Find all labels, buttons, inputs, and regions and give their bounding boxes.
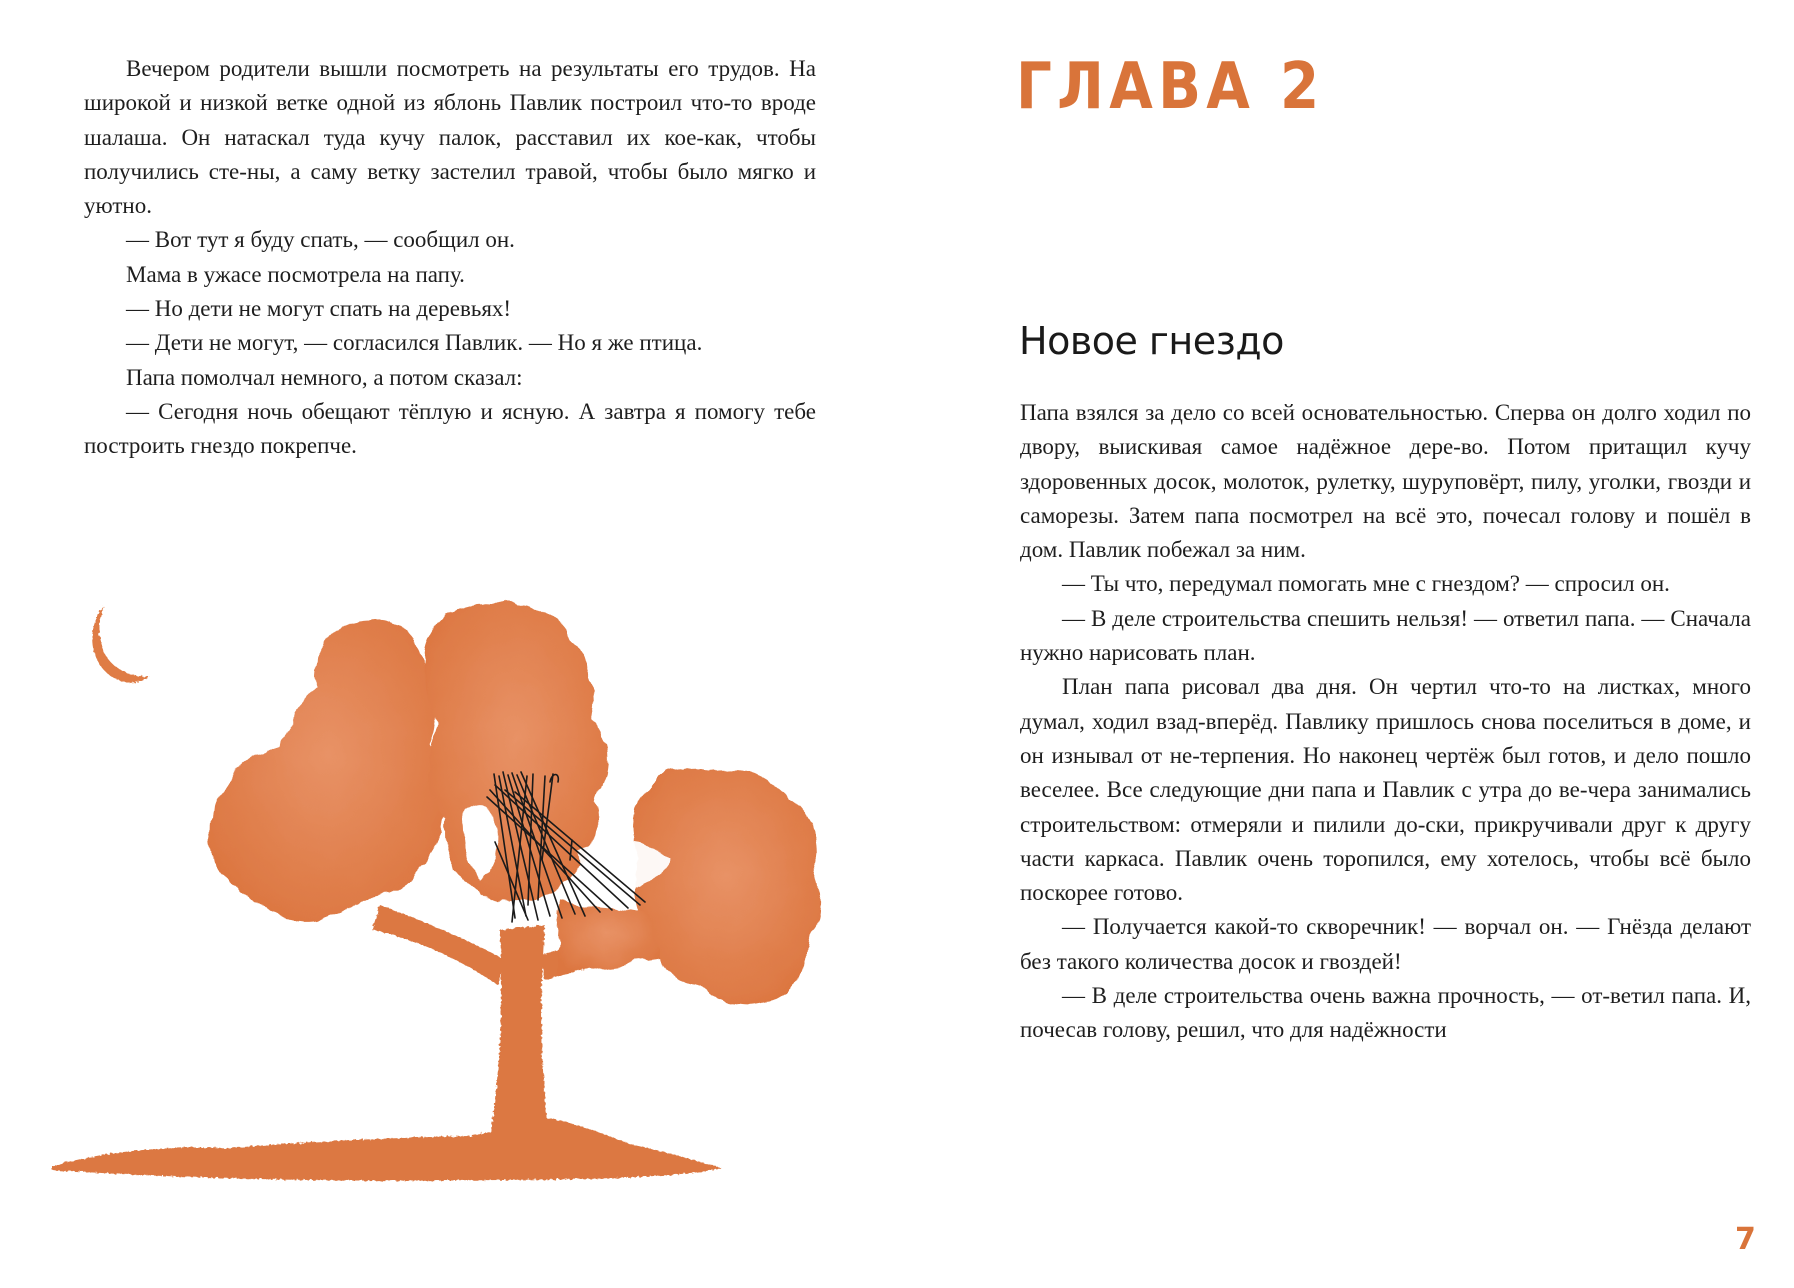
paragraph: — Получается какой-то скворечник! — ворчал он. — Гнёзда делают без такого количества досок и гвоздей! bbox=[1020, 914, 1751, 974]
paragraph: — Сегодня ночь обещают тёплую и ясную. А завтра я помогу тебе построить гнездо покрепче. bbox=[84, 398, 816, 459]
tree-branch-left bbox=[372, 905, 505, 985]
paragraph: — Вот тут я буду спать, — сообщил он. bbox=[126, 227, 515, 253]
paragraph: Мама в ужасе посмотрела на папу. bbox=[126, 261, 465, 287]
paragraph: План папа рисовал два дня. Он чертил что-то на листках, много думал, ходил взад-вперёд. Павлику пришлось снова поселиться в доме, и он изнывал от не-терпения. Но наконец чертёж был готов, и дело пошло веселее. Все следующие дни папа и Павлик с утра до ве-чера занимались строительством: отмеряли и пилили до-ски, прикручивали друг к другу части каркаса. Павлик очень торопился, ему хотелось, чтобы всё было поскорее готово. bbox=[1020, 674, 1751, 906]
tree-illustration bbox=[0, 580, 897, 1220]
moon-icon bbox=[92, 606, 150, 683]
paragraph: — Дети не могут, — согласился Павлик. — Но я же птица. bbox=[126, 330, 703, 356]
paragraph: Папа помолчал немного, а потом сказал: bbox=[126, 364, 523, 390]
page-number: 7 bbox=[1735, 1222, 1756, 1257]
paragraph: Вечером родители вышли посмотреть на результаты его трудов. На широкой и низкой ветке одной из яблонь Павлик построил что-то вроде шалаша. Он натаскал туда кучу палок, расставил их кое-как, чтобы получились сте-ны, а саму ветку застелил травой, чтобы было мягко и уютно. bbox=[84, 56, 816, 219]
paragraph: — В деле строительства очень важна прочность, — от-ветил папа. И, почесав голову, решил, что для надёжности bbox=[1020, 983, 1751, 1043]
right-page-text bbox=[1020, 396, 1751, 1048]
paragraph: — Ты что, передумал помогать мне с гнездом? — спросил он. bbox=[1062, 571, 1670, 597]
right-page bbox=[897, 0, 1794, 1288]
left-page-text bbox=[84, 52, 816, 464]
chapter-title: ГЛАВА 2 bbox=[1016, 50, 1325, 124]
paragraph: Папа взялся за дело со всей основательностью. Сперва он долго ходил по двору, выискивая самое надёжное дере-во. Потом притащил кучу здоровенных досок, молоток, рулетку, шуруповёрт, пилу, уголки, гвозди и саморезы. Затем папа посмотрел на всё это, почесал голову и пошёл в дом. Павлик побежал за ним. bbox=[1020, 400, 1751, 563]
paragraph: — В деле строительства спешить нельзя! — ответил папа. — Сначала нужно нарисовать план. bbox=[1020, 605, 1751, 666]
ground-shape bbox=[52, 1118, 722, 1181]
paragraph: — Но дети не могут спать на деревьях! bbox=[126, 296, 512, 322]
section-title: Новое гнездо bbox=[1019, 319, 1284, 363]
